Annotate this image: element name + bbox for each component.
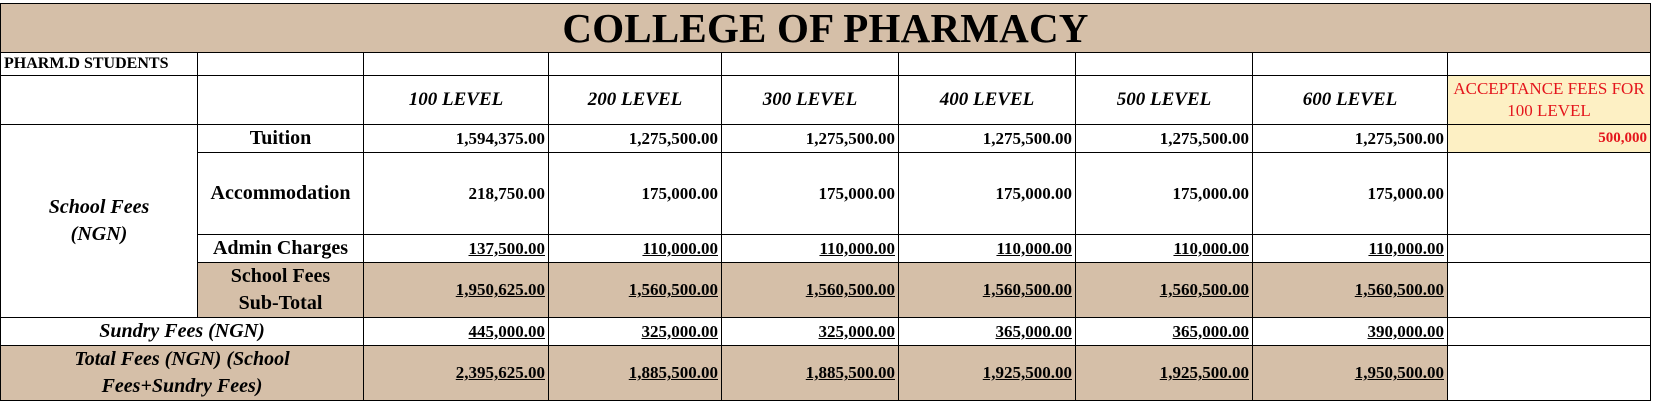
total-fees-text: 1,925,500.00 <box>982 363 1072 382</box>
empty-cell[interactable] <box>549 53 722 76</box>
program-label: PHARM.D STUDENTS <box>1 53 198 76</box>
tuition-label: Tuition <box>198 125 364 153</box>
sundry-fees-value <box>722 318 899 346</box>
total-fees-value <box>1076 346 1253 401</box>
total-fees-text: 2,395,625.00 <box>455 363 545 382</box>
admin-charges-value <box>1076 235 1253 263</box>
accommodation-value: 218,750.00 <box>364 153 549 235</box>
level-header-600: 600 LEVEL <box>1253 76 1448 125</box>
accommodation-value: 175,000.00 <box>722 153 899 235</box>
level-header-500: 500 LEVEL <box>1076 76 1253 125</box>
sundry-fees-text: 325,000.00 <box>641 321 718 341</box>
accommodation-label: Accommodation <box>198 153 364 235</box>
subtotal-label: School Fees Sub-Total <box>198 263 364 318</box>
total-fees-text: 1,950,500.00 <box>1354 363 1444 382</box>
admin-charges-text: 110,000.00 <box>996 238 1072 258</box>
admin-charges-text: 110,000.00 <box>1173 238 1249 258</box>
empty-cell[interactable] <box>1448 318 1651 346</box>
empty-cell[interactable] <box>1253 53 1448 76</box>
sundry-fees-text: 445,000.00 <box>468 321 545 341</box>
empty-cell[interactable] <box>1448 235 1651 263</box>
admin-charges-value <box>899 235 1076 263</box>
accommodation-value: 175,000.00 <box>549 153 722 235</box>
empty-cell[interactable] <box>1448 53 1651 76</box>
empty-cell[interactable] <box>722 53 899 76</box>
fee-table <box>0 3 1651 401</box>
subtotal-text: 1,560,500.00 <box>805 280 895 299</box>
total-fees-value <box>899 346 1076 401</box>
sundry-fees-label: Sundry Fees (NGN) <box>1 318 364 346</box>
total-fees-label: Total Fees (NGN) (School Fees+Sundry Fees) <box>1 346 364 401</box>
total-fees-text: 1,885,500.00 <box>805 363 895 382</box>
empty-cell[interactable] <box>198 53 364 76</box>
tuition-value: 1,275,500.00 <box>1076 125 1253 153</box>
total-fees-value <box>1253 346 1448 401</box>
acceptance-fees-header: ACCEPTANCE FEES FOR 100 LEVEL <box>1448 76 1651 125</box>
sundry-fees-text: 325,000.00 <box>818 321 895 341</box>
subtotal-text: 1,950,625.00 <box>455 280 545 299</box>
total-fees-value <box>722 346 899 401</box>
admin-charges-label: Admin Charges <box>198 235 364 263</box>
subtotal-value <box>549 263 722 318</box>
admin-charges-value <box>1253 235 1448 263</box>
level-header-400: 400 LEVEL <box>899 76 1076 125</box>
subtotal-value <box>1253 263 1448 318</box>
total-fees-value <box>549 346 722 401</box>
level-header-100: 100 LEVEL <box>364 76 549 125</box>
subtotal-text: 1,560,500.00 <box>982 280 1072 299</box>
admin-charges-value <box>722 235 899 263</box>
sundry-fees-value <box>364 318 549 346</box>
page-title: COLLEGE OF PHARMACY <box>1 4 1651 53</box>
empty-cell[interactable] <box>1448 263 1651 318</box>
tuition-value: 1,594,375.00 <box>364 125 549 153</box>
accommodation-value: 175,000.00 <box>899 153 1076 235</box>
acceptance-fee-value: 500,000 <box>1448 125 1651 153</box>
admin-charges-value <box>364 235 549 263</box>
level-header-300: 300 LEVEL <box>722 76 899 125</box>
sundry-fees-value <box>899 318 1076 346</box>
school-fees-group-label: School Fees (NGN) <box>1 125 198 318</box>
empty-cell[interactable] <box>1 76 198 125</box>
empty-cell[interactable] <box>1448 153 1651 235</box>
empty-cell[interactable] <box>364 53 549 76</box>
empty-cell[interactable] <box>198 76 364 125</box>
sundry-fees-text: 365,000.00 <box>1172 321 1249 341</box>
accommodation-value: 175,000.00 <box>1253 153 1448 235</box>
empty-cell[interactable] <box>1076 53 1253 76</box>
level-header-200: 200 LEVEL <box>549 76 722 125</box>
admin-charges-text: 110,000.00 <box>1368 238 1444 258</box>
subtotal-value <box>899 263 1076 318</box>
total-fees-text: 1,925,500.00 <box>1159 363 1249 382</box>
admin-charges-text: 137,500.00 <box>468 238 545 258</box>
tuition-value: 1,275,500.00 <box>549 125 722 153</box>
tuition-value: 1,275,500.00 <box>722 125 899 153</box>
tuition-value: 1,275,500.00 <box>1253 125 1448 153</box>
sundry-fees-text: 365,000.00 <box>995 321 1072 341</box>
tuition-value: 1,275,500.00 <box>899 125 1076 153</box>
subtotal-text: 1,560,500.00 <box>1159 280 1249 299</box>
accommodation-value: 175,000.00 <box>1076 153 1253 235</box>
empty-cell[interactable] <box>1448 346 1651 401</box>
sundry-fees-value <box>1253 318 1448 346</box>
subtotal-value <box>722 263 899 318</box>
subtotal-text: 1,560,500.00 <box>1354 280 1444 299</box>
subtotal-text: 1,560,500.00 <box>628 280 718 299</box>
admin-charges-text: 110,000.00 <box>642 238 718 258</box>
sundry-fees-value <box>549 318 722 346</box>
admin-charges-text: 110,000.00 <box>819 238 895 258</box>
total-fees-value <box>364 346 549 401</box>
subtotal-value <box>364 263 549 318</box>
admin-charges-value <box>549 235 722 263</box>
sundry-fees-text: 390,000.00 <box>1367 321 1444 341</box>
sundry-fees-value <box>1076 318 1253 346</box>
subtotal-value <box>1076 263 1253 318</box>
empty-cell[interactable] <box>899 53 1076 76</box>
total-fees-text: 1,885,500.00 <box>628 363 718 382</box>
